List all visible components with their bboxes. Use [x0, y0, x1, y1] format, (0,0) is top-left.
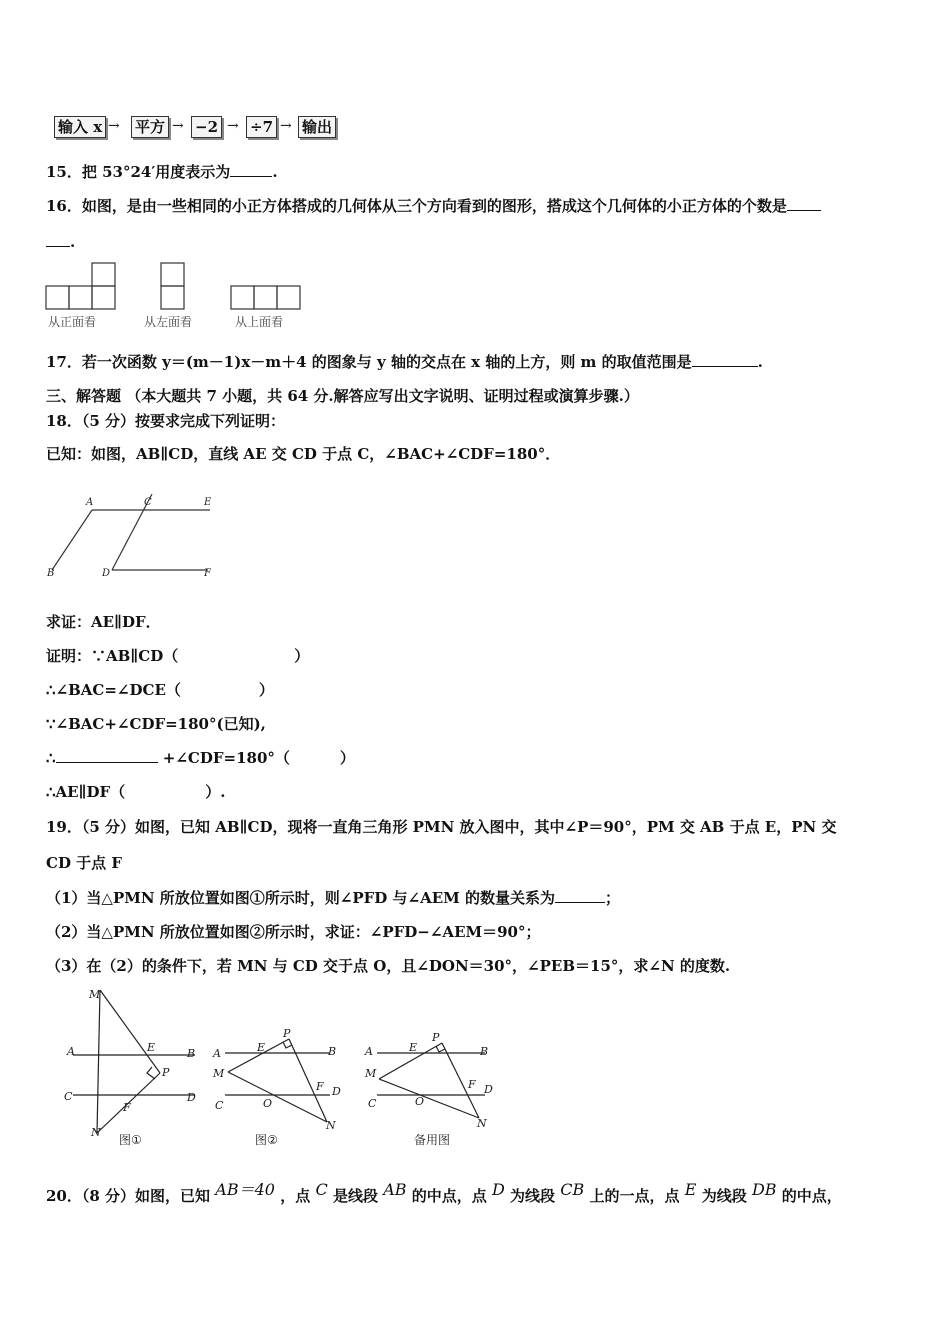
label-a: A — [213, 1047, 221, 1060]
proof-step-5: ∴AE∥DF（ ）. — [46, 783, 226, 801]
arrow-icon: → — [172, 118, 184, 134]
line-mp — [100, 990, 160, 1073]
cube-square — [92, 286, 115, 309]
question-16-continued: . — [46, 232, 75, 252]
label-d: D — [187, 1091, 196, 1104]
label-m: M — [89, 988, 101, 1001]
proof-step-2: ∴∠BAC=∠DCE（ ） — [46, 681, 274, 699]
label-c: C — [215, 1099, 224, 1112]
line-mn — [379, 1079, 479, 1118]
label-m: M — [213, 1067, 225, 1080]
question-15: 15．把 53°24′用度表示为 . — [46, 163, 278, 181]
label-o: O — [415, 1095, 425, 1108]
label-e: E — [409, 1041, 418, 1054]
math-ab: AB — [383, 1180, 407, 1199]
figure-2 — [225, 1039, 330, 1122]
flow-square-box: 平方 — [131, 116, 169, 138]
proof-step-3: ∵∠BAC+∠CDF=180°(已知), — [46, 715, 266, 733]
label-d: D — [332, 1085, 341, 1098]
label-n: N — [326, 1119, 336, 1132]
cube-square — [254, 286, 277, 309]
section-heading: 三、解答题 （本大题共 7 小题，共 64 分.解答应写出文字说明、证明过程或演算步骤.） — [46, 387, 639, 405]
question-18-prove: 求证：AE∥DF． — [46, 613, 161, 631]
parallel-lines-figure — [40, 490, 240, 590]
arrow-icon: → — [108, 118, 120, 134]
right-angle-mark — [147, 1067, 155, 1079]
line-ab — [52, 510, 92, 570]
label-d: D — [484, 1083, 493, 1096]
math-c: C — [315, 1180, 328, 1199]
caption-left-view: 从左面看 — [144, 315, 193, 329]
question-20: 20．（8 分）如图，已知 AB＝40 ，点 C 是线段 AB 的中点，点 D 为线段 CB 上的一点，点 E 为线段 DB 的中点， — [46, 1180, 842, 1205]
question-19-line-1: 19．（5 分）如图，已知 AB∥CD，现将一直角三角形 PMN 放入图中，其中∠P＝90°，PM 交 AB 于点 E，PN 交 — [46, 818, 837, 836]
cube-square — [161, 263, 184, 286]
label-b: B — [47, 568, 55, 579]
flow-output-box: 输出 — [298, 116, 336, 138]
math-db: DB — [751, 1180, 777, 1199]
proof-step-4: ∴ +∠CDF=180°（ ） — [46, 749, 355, 767]
label-f: F — [204, 568, 211, 579]
label-e: E — [257, 1041, 266, 1054]
proof-step-1: 证明：∵AB∥CD（ ） — [46, 647, 310, 665]
answer-blank — [46, 232, 70, 247]
caption-front-view: 从正面看 — [48, 315, 97, 329]
answer-blank — [692, 352, 758, 367]
answer-blank — [56, 748, 158, 763]
label-f: F — [123, 1101, 131, 1114]
question-19-figures — [55, 985, 505, 1150]
label-b: B — [328, 1045, 337, 1058]
figure-1-caption: 图① — [119, 1133, 142, 1147]
question-19-part-1: （1）当△PMN 所放位置如图①所示时，则∠PFD 与∠AEM 的数量关系为 ； — [46, 889, 620, 907]
line-mn — [228, 1072, 327, 1122]
label-f: F — [316, 1080, 324, 1093]
cube-square — [69, 286, 92, 309]
answer-blank — [555, 888, 605, 903]
answer-blank — [787, 196, 821, 211]
three-view-figure — [40, 260, 320, 312]
arrow-icon: → — [280, 118, 292, 134]
question-19-part-3: （3）在（2）的条件下，若 MN 与 CD 交于点 O，且∠DON＝30°，∠PEB＝15°，求∠N 的度数. — [46, 957, 731, 975]
label-n: N — [91, 1126, 101, 1139]
math-d: D — [491, 1180, 505, 1199]
figure-2-caption: 图② — [255, 1133, 278, 1147]
flow-input-box: 输入 x — [54, 116, 106, 138]
caption-top-view: 从上面看 — [235, 315, 284, 329]
label-e: E — [204, 497, 212, 508]
math-cb: CB — [560, 1180, 585, 1199]
question-17: 17．若一次函数 y＝(m－1)x－m＋4 的图象与 y 轴的交点在 x 轴的上方，则 m 的取值范围是 . — [46, 353, 763, 371]
label-c: C — [64, 1090, 73, 1103]
label-d: D — [102, 568, 111, 579]
math-e: E — [684, 1180, 697, 1199]
label-a: A — [365, 1045, 373, 1058]
line-mn — [97, 990, 100, 1133]
cube-square — [46, 286, 69, 309]
cube-square — [92, 263, 115, 286]
label-a: A — [86, 497, 94, 508]
cube-square — [161, 286, 184, 309]
cube-square — [277, 286, 300, 309]
label-c: C — [144, 497, 152, 508]
label-p: P — [162, 1066, 170, 1079]
answer-blank — [230, 162, 272, 177]
label-f: F — [468, 1078, 476, 1091]
flow-minus-box: −2 — [191, 116, 222, 138]
flow-divide-box: ÷7 — [246, 116, 277, 138]
question-19-part-2: （2）当△PMN 所放位置如图②所示时，求证：∠PFD−∠AEM＝90°； — [46, 923, 541, 941]
label-p: P — [432, 1031, 440, 1044]
label-a: A — [67, 1045, 75, 1058]
label-e: E — [147, 1041, 156, 1054]
arrow-icon: → — [227, 118, 239, 134]
label-b: B — [480, 1045, 489, 1058]
label-o: O — [263, 1097, 273, 1110]
figure-3-caption: 备用图 — [414, 1133, 451, 1147]
question-19-line-2: CD 于点 F — [46, 854, 123, 872]
label-n: N — [477, 1117, 487, 1130]
question-18-title: 18．（5 分）按要求完成下列证明： — [46, 412, 286, 430]
cube-square — [231, 286, 254, 309]
math-ab-equals-40: AB＝40 — [215, 1180, 275, 1199]
label-b: B — [187, 1047, 196, 1060]
label-c: C — [368, 1097, 377, 1110]
question-18-given: 已知：如图，AB∥CD，直线 AE 交 CD 于点 C，∠BAC+∠CDF=180°． — [46, 445, 561, 463]
figure-1 — [73, 990, 195, 1133]
question-16: 16．如图，是由一些相同的小正方体搭成的几何体从三个方向看到的图形，搭成这个几何体的小正方体的个数是 — [46, 196, 821, 216]
label-m: M — [365, 1067, 377, 1080]
label-p: P — [283, 1027, 291, 1040]
